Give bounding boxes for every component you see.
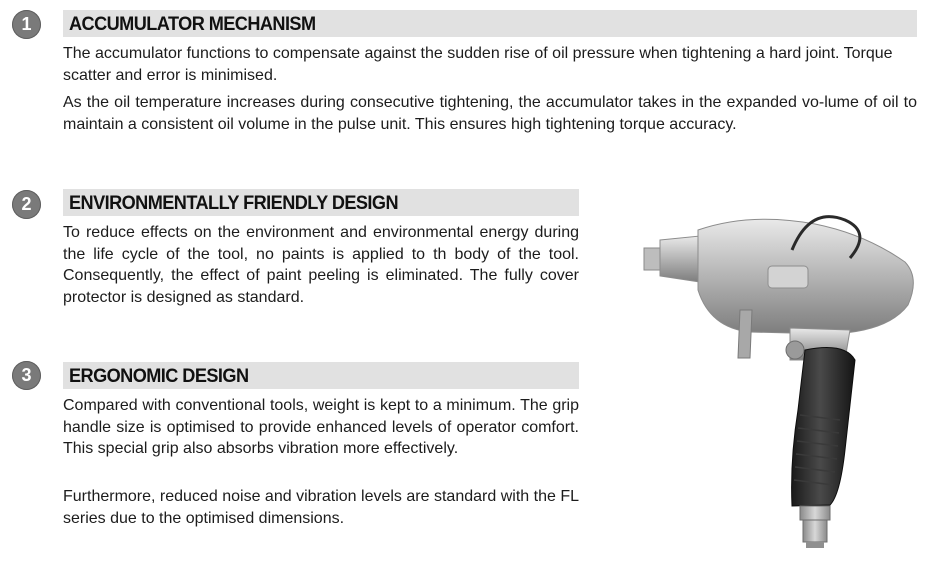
pulse-tool-image <box>640 210 920 550</box>
paragraph: Furthermore, reduced noise and vibration levels are standard with the FL series due to the optimised dimensions. <box>63 488 579 527</box>
paragraph: As the oil temperature increases during consecutive tightening, the accumulator takes in the expanded vo-lume of oil to maintain a consistent oil volume in the pulse unit. This ensures high tightening torque accuracy. <box>63 94 917 133</box>
paragraph: Compared with conventional tools, weight is kept to a minimum. The grip handle size is optimised to provide enhanced levels of operator comfort. This special grip also absorbs vibration more effectively. <box>63 397 579 457</box>
section-number-badge: 3 <box>12 361 41 390</box>
paragraph: The accumulator functions to compensate against the sudden rise of oil pressure when tightening a hard joint. Torque scatter and error is minimised. <box>63 45 893 84</box>
section-number-badge: 1 <box>12 10 41 39</box>
section-number-badge: 2 <box>12 190 41 219</box>
paragraph: To reduce effects on the environment and environmental energy during the life cycle of the tool, no paints is applied to th body of the tool. Consequently, the effect of paint peeling is eliminated. The fully cover protector is designed as standard. <box>63 224 579 306</box>
section-title: ACCUMULATOR MECHANISM <box>69 13 316 35</box>
section-heading-bar <box>63 362 579 389</box>
section-heading-bar <box>63 189 579 216</box>
section-title: ERGONOMIC DESIGN <box>69 365 249 387</box>
section-heading-bar <box>63 10 917 37</box>
section-title: ENVIRONMENTALLY FRIENDLY DESIGN <box>69 192 399 214</box>
